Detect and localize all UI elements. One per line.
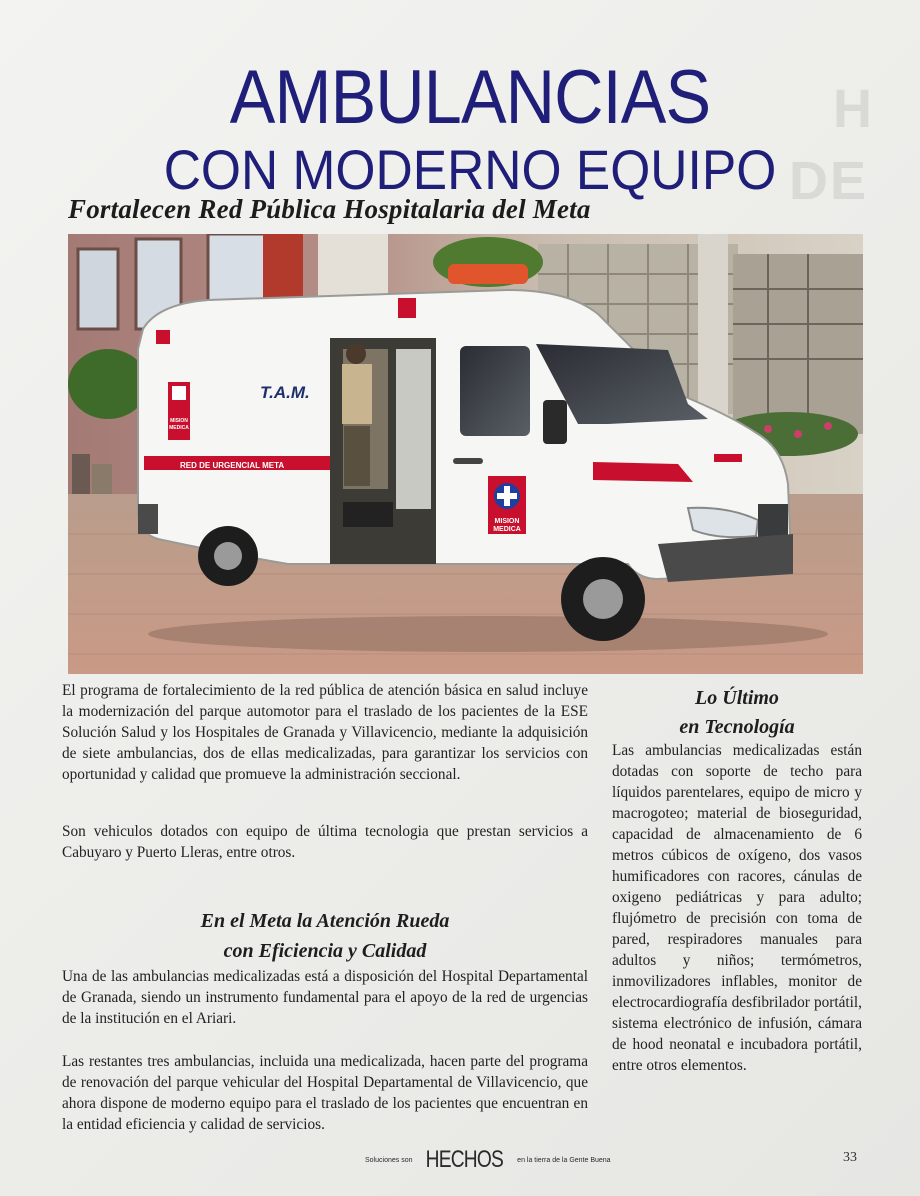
vehicle-tam-label: T.A.M. — [260, 383, 310, 402]
article-paragraph: Son vehiculos dotados con equipo de última tecnologia que prestan servicios a Cabuyaro y Puerto Lleras, entre otros. — [62, 823, 588, 861]
section-heading-atencion — [62, 906, 588, 966]
left-column-block — [62, 680, 588, 785]
article-paragraph: Una de las ambulancias medicalizadas está a disposición del Hospital Departamental de Granada, siendo un instrumento fundamental para el apoyo de la red de urgencias de la institución en el Ariari. — [62, 968, 588, 1027]
subheadline: Fortalecen Red Pública Hospitalaria del Meta — [68, 194, 591, 224]
section-heading-line: Lo Último — [695, 687, 779, 709]
footer-brand-logo: HECHOS — [426, 1146, 504, 1173]
headline-line-1: AMBULANCIAS — [229, 55, 711, 140]
section-heading-tecnologia — [612, 684, 862, 742]
ambulance-photo — [68, 234, 863, 674]
left-column-block — [62, 821, 588, 863]
vehicle-stripe-label: RED DE URGENCIAL META — [180, 461, 285, 470]
footer-suffix: en la tierra de la Gente Buena — [517, 1156, 611, 1164]
facing-page-ghost-text: H — [833, 79, 874, 139]
right-column-block — [612, 740, 862, 1076]
emblem-text-line-2: MEDICA — [493, 526, 521, 533]
article-paragraph: Las ambulancias medicalizadas están dotadas con soporte de techo para líquidos parentelares, equipo de micro y macrogoteo; material de bioseguridad, capacidad de almacenamiento de 6 metros cúbicos de oxígeno, dos vasos humificadores con racores, cánulas de oxigeno pediátricas y para adulto; flujómetro de precisión con toma de pared, respiradores manuales para adultos y niños; termómetros, inmovilizadores inflables, monitor de electrocardiografía desfibrilador portátil, sistema electrónico de infusión, cámara de hood neonatal e incubadora portátil, entre otros elementos. — [612, 742, 862, 1074]
left-column-block — [62, 1051, 588, 1135]
left-column-block — [62, 966, 588, 1029]
article-paragraph: El programa de fortalecimiento de la red pública de atención básica en salud incluye la modernización del parque automotor para el traslado de los pacientes de la ESE Solución Salud y los Hospitales de Granada y Villavicencio, mediante la adquisición de siete ambulancias, dos de ellas medicalizadas, para garantizar los servicios con oportunidad y calidad que promueve la administración seccional. — [62, 682, 588, 783]
footer-prefix: Soluciones son — [365, 1156, 413, 1164]
article-paragraph: Las restantes tres ambulancias, incluida una medicalizada, hacen parte del programa de renovación del parque vehicular del Hospital Departamental de Villavicencio, que ahora dispone de moderno equipo para el traslado de los pacientes que encuentran en la entidad eficiencia y calidad de servicios. — [62, 1053, 588, 1133]
emblem-small-text-line-1: MISION — [170, 418, 188, 424]
section-heading-line: con Eficiencia y Calidad — [223, 940, 427, 962]
section-heading-line: en Tecnología — [679, 716, 795, 738]
facing-page-ghost-text: DE — [788, 151, 868, 211]
emblem-text-line-1: MISION — [494, 518, 520, 525]
headline-line-2: CON MODERNO EQUIPO — [163, 138, 777, 201]
page-number: 33 — [843, 1150, 857, 1165]
emblem-small-text-line-2: MEDICA — [169, 425, 189, 431]
footer-slogan — [365, 1145, 611, 1175]
section-heading-line: En el Meta la Atención Rueda — [200, 910, 450, 932]
